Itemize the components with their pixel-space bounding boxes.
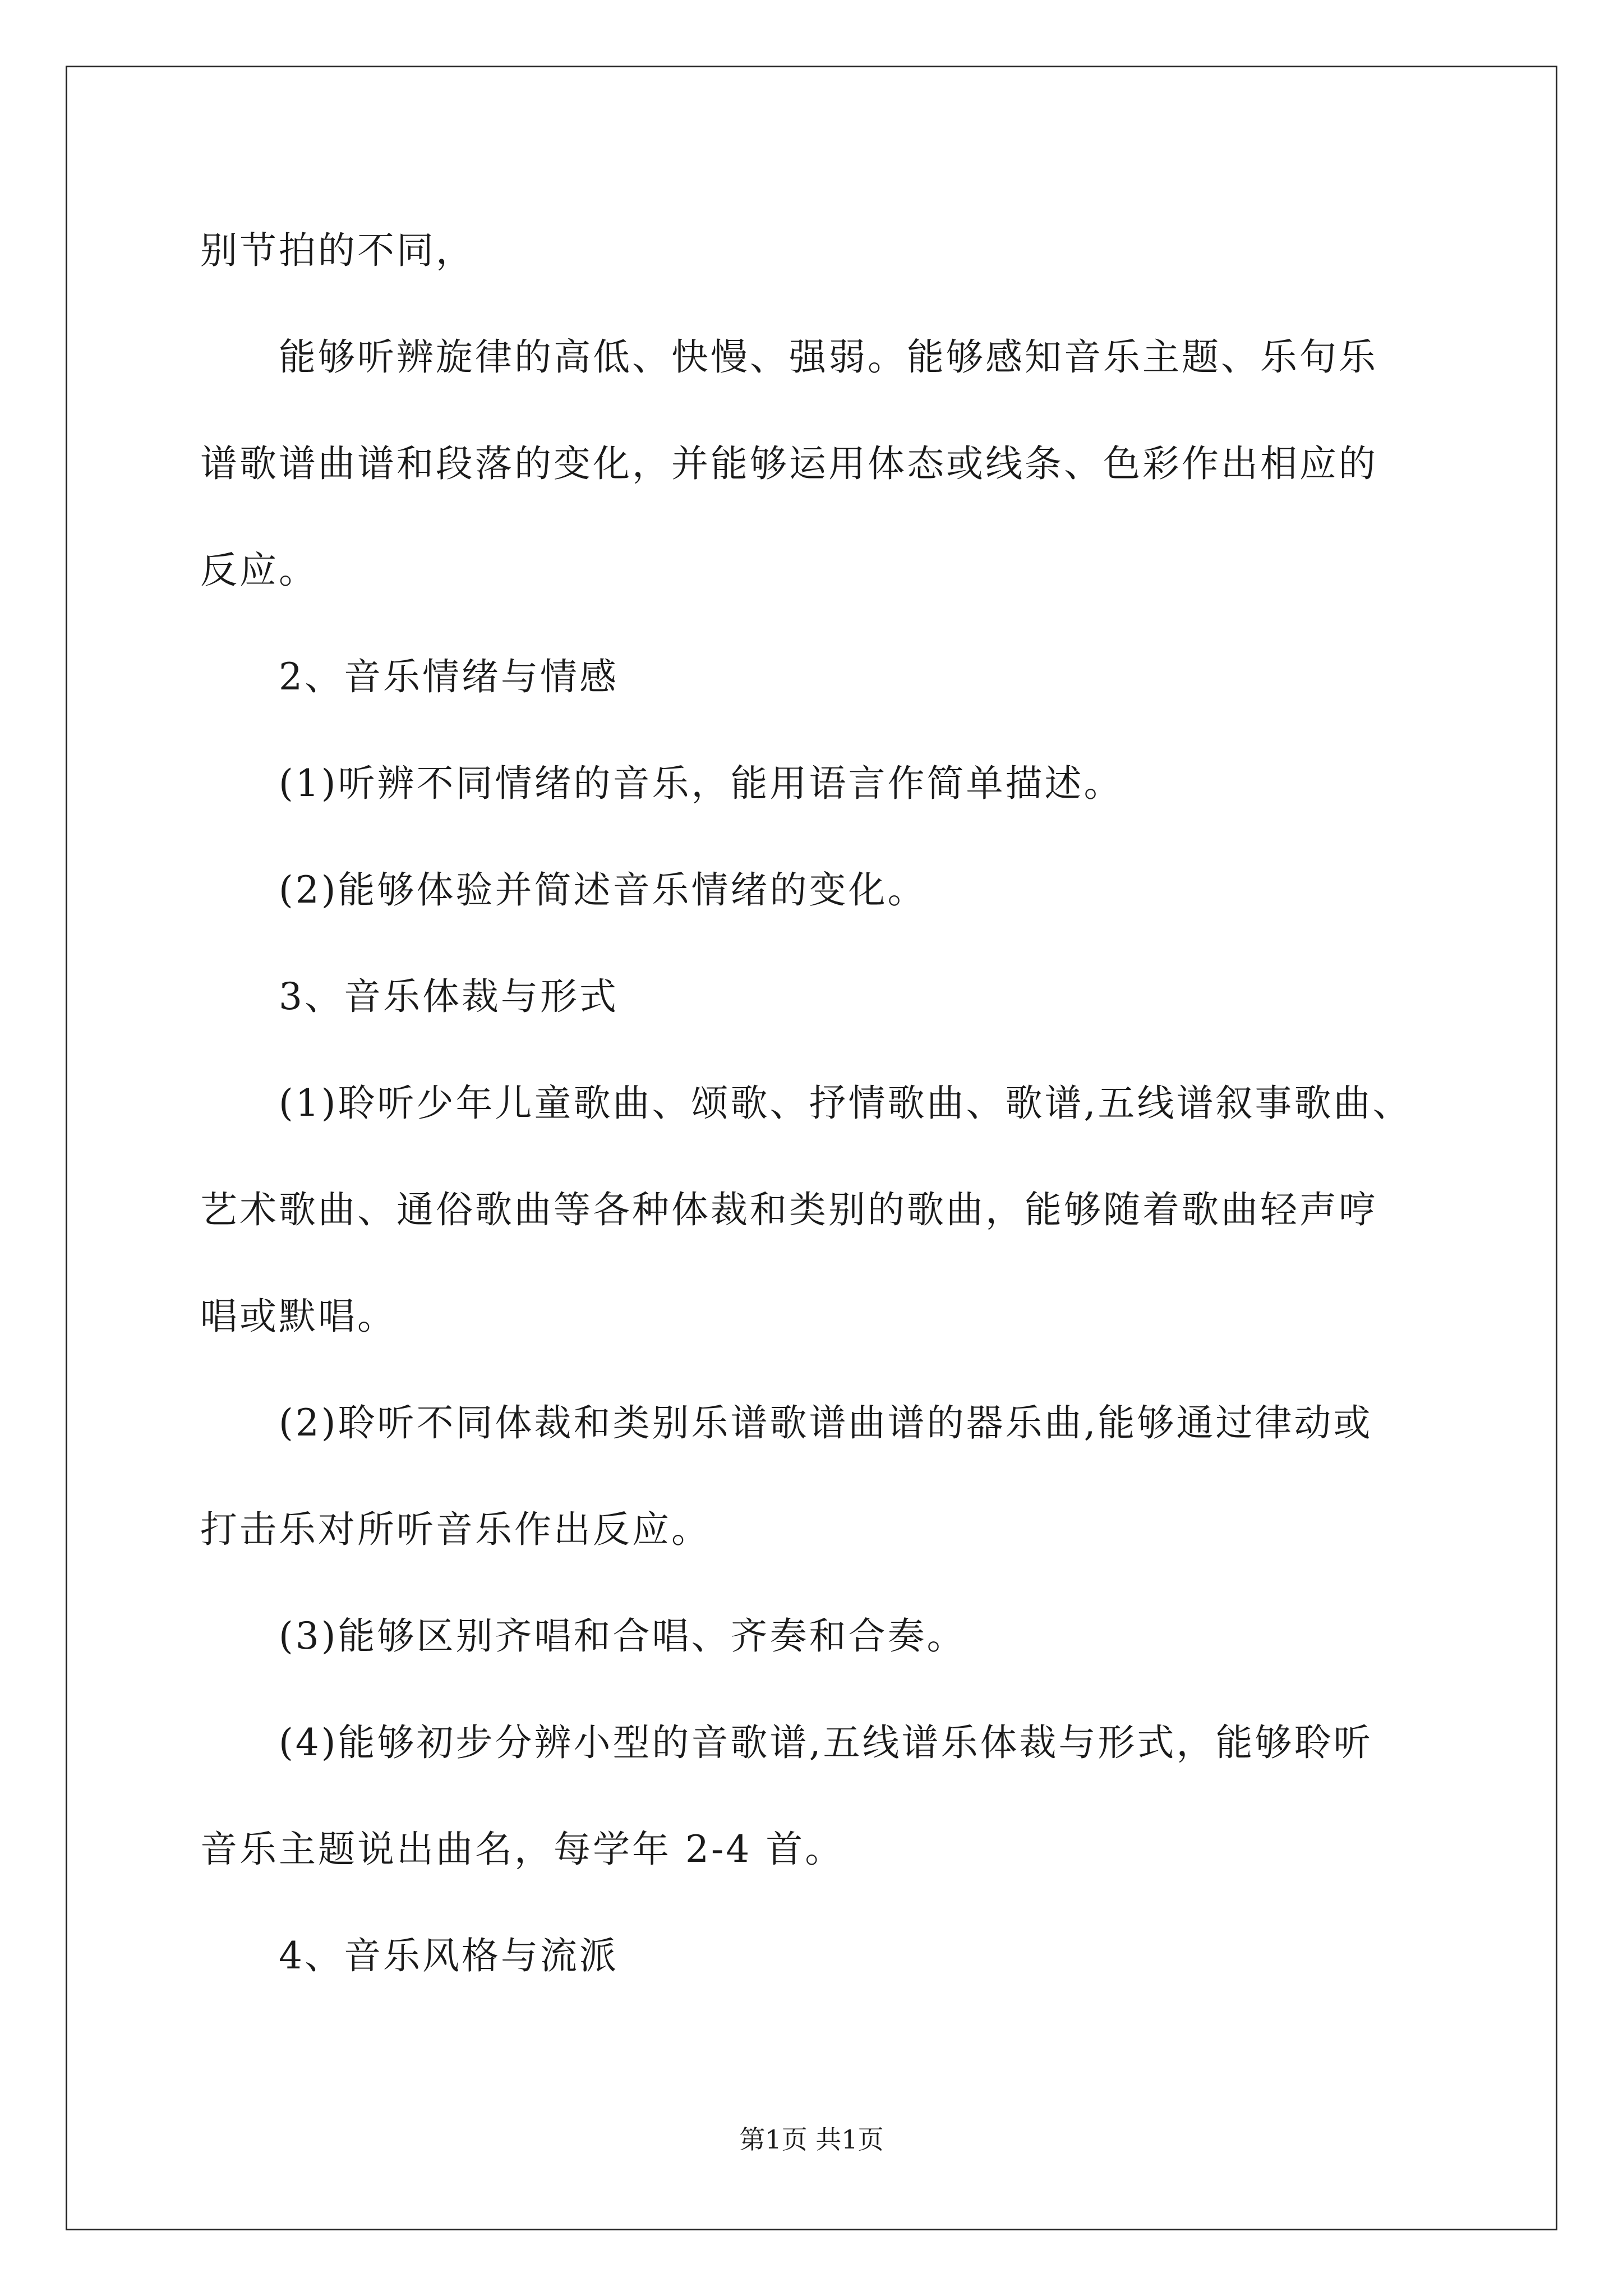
text-line: 谱歌谱曲谱和段落的变化，并能够运用体态或线条、色彩作出相应的 [200,442,1378,485]
text-line: (4)能够初步分辨小型的音歌谱,五线谱乐体裁与形式，能够聆听 [279,1721,1373,1764]
section-heading: 4、音乐风格与流派 [279,1934,619,1977]
text-line: 音乐主题说出曲名，每学年 2-4 首。 [200,1828,845,1871]
text-line: (3)能够区别齐唱和合唱、齐奏和合奏。 [279,1614,966,1658]
text-line: 艺术歌曲、通俗歌曲等各种体裁和类别的歌曲，能够随着歌曲轻声哼 [200,1188,1378,1231]
page-frame [66,66,1557,2230]
text-line: (1)听辨不同情绪的音乐，能用语言作简单描述。 [279,762,1123,805]
text-line: 唱或默唱。 [200,1295,396,1338]
text-line: 反应。 [200,549,318,592]
text-line: (2)聆听不同体裁和类别乐谱歌谱曲谱的器乐曲,能够通过律动或 [279,1401,1373,1444]
text-line: 能够听辨旋律的高低、快慢、强弱。能够感知音乐主题、乐句乐 [279,335,1378,379]
page-number-footer: 第1页 共1页 [739,2124,884,2155]
text-line: 别节拍的不同， [200,229,475,272]
text-line: (1)聆听少年儿童歌曲、颂歌、抒情歌曲、歌谱,五线谱叙事歌曲、 [279,1082,1412,1125]
text-line: 打击乐对所听音乐作出反应。 [200,1508,711,1551]
section-heading: 3、音乐体裁与形式 [279,975,619,1018]
section-heading: 2、音乐情绪与情感 [279,655,619,698]
text-line: (2)能够体验并简述音乐情绪的变化。 [279,868,927,912]
